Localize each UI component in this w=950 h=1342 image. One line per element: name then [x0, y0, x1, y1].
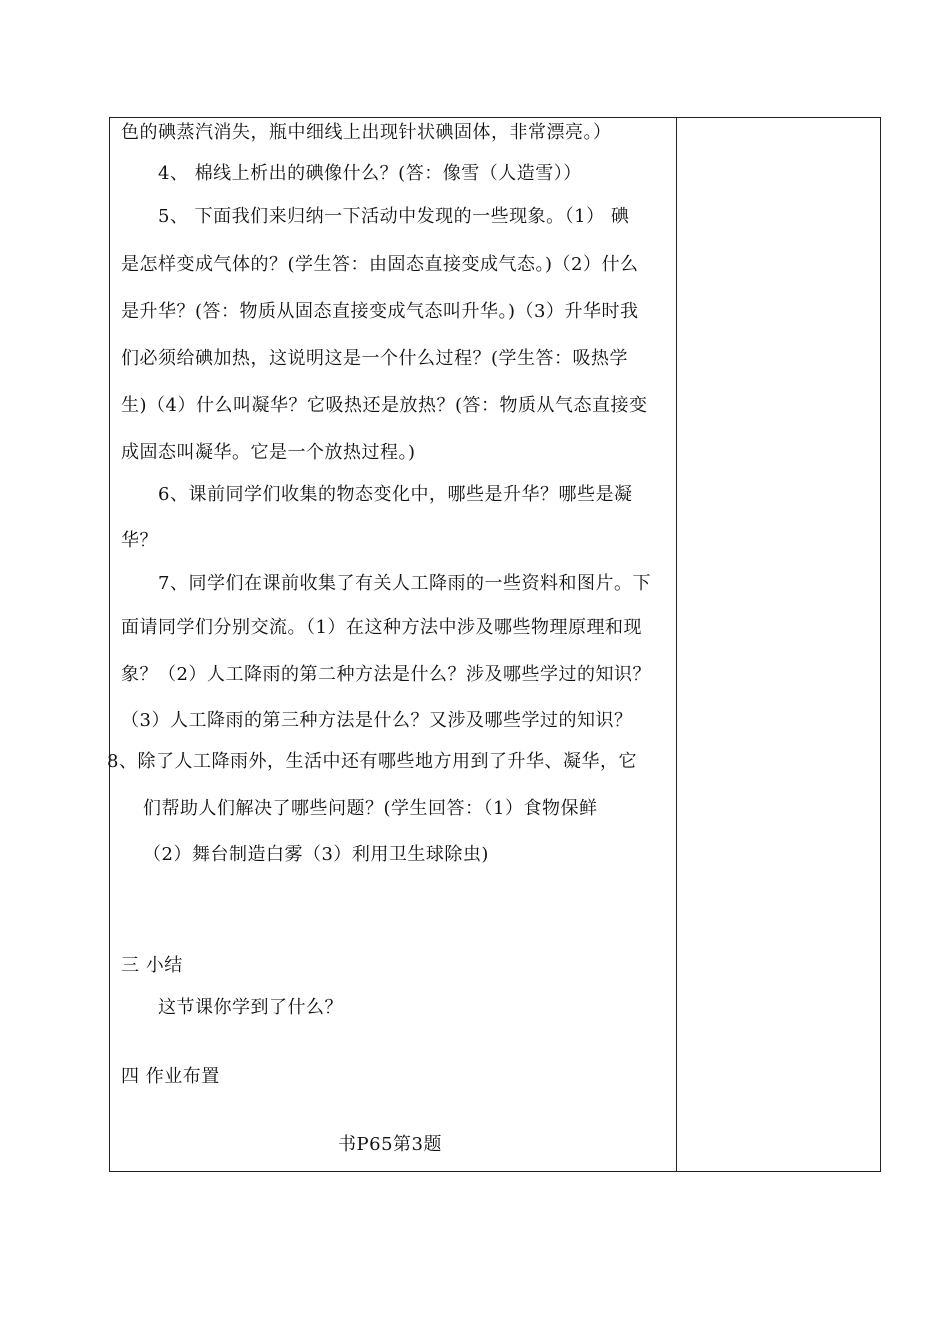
text-line: 象？（2）人工降雨的第二种方法是什么？涉及哪些学过的知识？: [121, 664, 651, 685]
lesson-table: [109, 117, 881, 1172]
text-line: 华？: [121, 530, 158, 551]
column-divider: [676, 118, 677, 1171]
section-heading: 三 小结: [121, 955, 183, 976]
text-line: 5、 下面我们来归纳一下活动中发现的一些现象。（1） 碘: [158, 206, 630, 227]
text-line: 们必须给碘加热，这说明这是一个什么过程？(学生答：吸热学: [121, 348, 629, 369]
text-line: 6、课前同学们收集的物态变化中，哪些是升华？哪些是凝: [158, 484, 633, 505]
text-line: 8、除了人工降雨外，生活中还有哪些地方用到了升华、凝华，它: [107, 751, 637, 772]
text-line: （2）舞台制造白雾（3）利用卫生球除虫): [143, 844, 489, 865]
text-line: 面请同学们分别交流。（1）在这种方法中涉及哪些物理原理和现: [121, 617, 642, 638]
text-line: 们帮助人们解决了哪些问题？(学生回答：（1）食物保鲜: [143, 798, 598, 819]
text-line: （3）人工降雨的第三种方法是什么？又涉及哪些学过的知识？: [121, 710, 633, 731]
text-line: 这节课你学到了什么？: [158, 997, 343, 1018]
homework-text: 书P65第3题: [338, 1134, 442, 1155]
text-line: 4、 棉线上析出的碘像什么？(答：像雪（人造雪））: [158, 163, 582, 184]
section-heading: 四 作业布置: [121, 1066, 220, 1087]
text-line: 是怎样变成气体的？(学生答：由固态直接变成气态。)（2）什么: [121, 254, 639, 275]
text-line: 生)（4）什么叫凝华？它吸热还是放热？(答：物质从气态直接变: [121, 395, 648, 416]
text-line: 是升华？(答：物质从固态直接变成气态叫升华。)（3）升华时我: [121, 301, 639, 322]
text-line: 7、同学们在课前收集了有关人工降雨的一些资料和图片。下: [158, 573, 651, 594]
text-line: 色的碘蒸汽消失，瓶中细线上出现针状碘固体，非常漂亮。）: [121, 122, 612, 143]
text-line: 成固态叫凝华。它是一个放热过程。): [121, 442, 416, 463]
